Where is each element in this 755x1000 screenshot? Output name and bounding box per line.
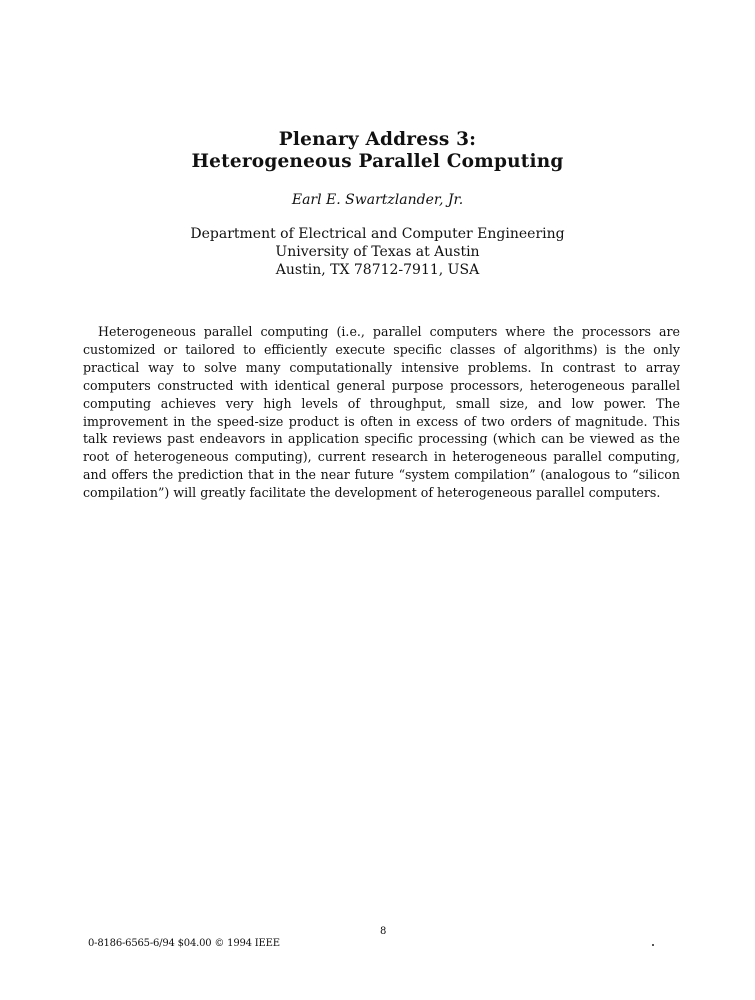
affiliation-address: Austin, TX 78712-7911, USA (275, 262, 480, 278)
affiliation-university: University of Texas at Austin (275, 244, 480, 260)
paper-title-line-2: Heterogeneous Parallel Computing (191, 151, 564, 172)
page-number: 8 (380, 926, 387, 937)
paper-title-line-1: Plenary Address 3: (278, 129, 477, 150)
author-name: Earl E. Swartzlander, Jr. (291, 192, 464, 208)
abstract-paragraph: Heterogeneous parallel computing (i.e., parallel computers where the processors are customized or tailored to efficiently execute specific classes of algorithms) is the only practical way to solve many computationally intensive problems. In contrast to array computers constructed with identical general purpose processors, heterogeneous parallel computing achieves very high levels of throughput, small size, and low power. The improvement in the speed-size product is often in excess of two orders of magnitude. This talk reviews past endeavors in application specific processing (which can be viewed as the root of heterogeneous computing), current research in heterogeneous parallel computing, and offers the prediction that in the near future “system compilation” (analogous to “silicon compilation”) will greatly facilitate the development of heterogeneous parallel computers. (83, 324, 680, 501)
affiliation-department: Department of Electrical and Computer Engineering (190, 226, 565, 242)
copyright-footer: 0-8186-6565-6/94 $04.00 © 1994 IEEE (88, 938, 280, 949)
scan-speck (652, 944, 654, 946)
